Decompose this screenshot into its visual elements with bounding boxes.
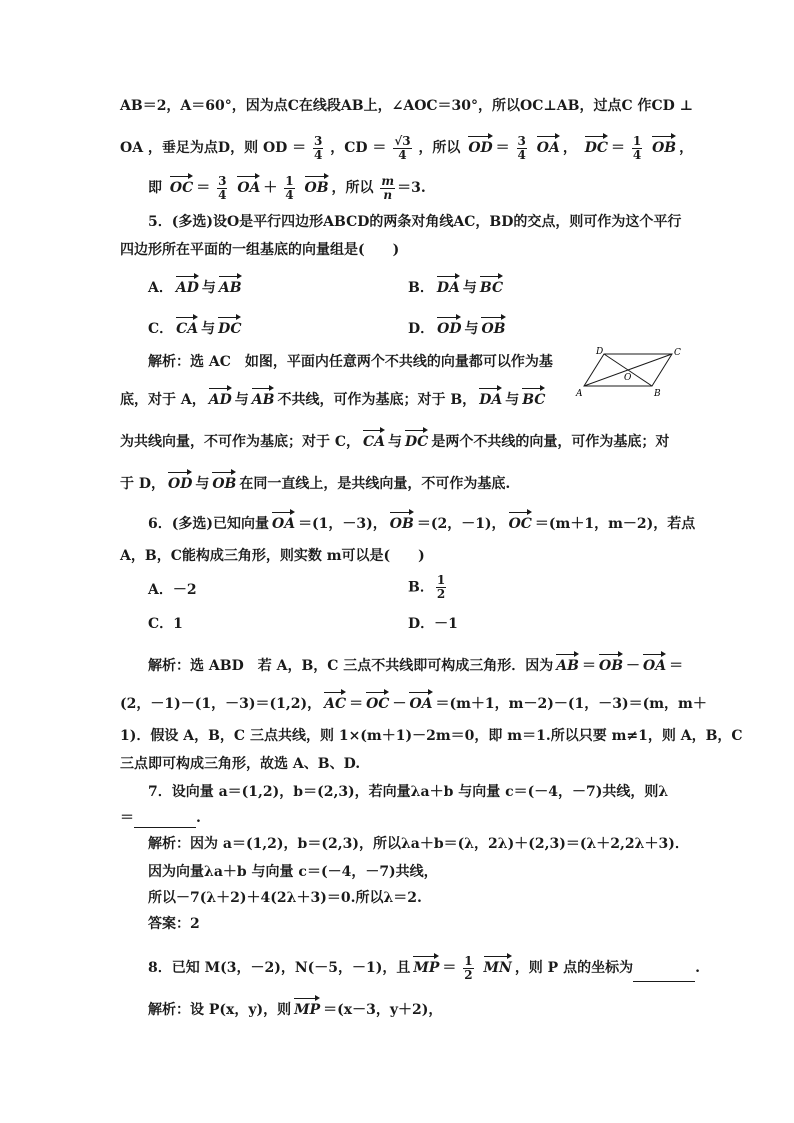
q6-option-a: A．－2 (148, 582, 197, 598)
text: ，所以 (418, 140, 461, 156)
q5-stem-1: 5．(多选)设O是平行四边形ABCD的两条对角线AC，BD的交点，则可作为这个平行 (148, 214, 682, 230)
vector-dc: DC (585, 134, 608, 158)
q5-option-b: B． DA 与 BC (408, 274, 506, 298)
vector-ob: OB (652, 134, 676, 158)
label-a: A (576, 389, 583, 399)
q5-solution-3: 为共线向量，不可作为基底；对于 C， CA 与 DC 是两个不共线的向量，可作为基底；对 (120, 428, 669, 452)
fraction: $\frac{3}{4}$ (517, 133, 526, 162)
text: ，CD ＝ (330, 140, 387, 156)
q5-option-a: A． AD 与 AB (148, 274, 245, 298)
q7-stem-2: ＝ . (120, 810, 201, 826)
q6-solution-3: 1)．假设 A，B，C 三点共线，则 1×(m＋1)－2m＝0，即 m＝1.所以只要 m≠1，则 A，B，C (120, 728, 743, 744)
answer-blank (633, 967, 695, 982)
q7-solution-3: 所以－7(λ＋2)＋4(2λ＋3)＝0.所以λ＝2. (148, 890, 422, 906)
intro-line-1 (120, 96, 693, 116)
label-d: D (596, 347, 604, 357)
fraction: $\frac{3}{4}$ (314, 133, 323, 162)
q7-solution-2: 因为向量λa＋b 与向量 c＝(－4，－7)共线， (148, 864, 438, 880)
q6-stem-2: A，B，C能构成三角形，则实数 m可以是( ) (120, 548, 425, 564)
q8-solution-1: 解析：设 P(x，y)，则 MP ＝(x－3，y＋2)， (148, 996, 442, 1020)
intro-line-3: 即 OC ＝ $\frac{3}{4}$ OA ＋ $\frac{1}{4}$ OB ，所以 $\frac{m}{n}$ ＝3. (148, 173, 426, 202)
fraction: $\frac{1}{4}$ (285, 173, 294, 202)
q7-answer: 答案：2 (148, 916, 200, 932)
vector-oa: OA (537, 134, 560, 158)
vector-ob: OB (305, 174, 329, 198)
vector-od: OD (468, 134, 492, 158)
text: AB＝2，A＝60°，因为点C在线段AB上，∠AOC＝30°，所以OC⊥AB，过点C 作CD ⊥ (120, 98, 694, 114)
intro-line-2: OA ，垂足为点D，则 OD ＝ $\frac{3}{4}$ ，CD ＝ $\frac{√3}{4}$ ，所以 OD ＝ $\frac{3}{4}$ OA ， DC ＝ $\frac{1}{4}$ OB ， (120, 133, 694, 162)
q5-solution-4: 于 D， OD 与 OB 在同一直线上，是共线向量，不可作为基底. (120, 470, 510, 494)
parallelogram-figure (574, 346, 686, 402)
text: OA ，垂足为点D，则 OD ＝ (120, 140, 307, 156)
q5-stem-2: 四边形所在平面的一组基底的向量组是( ) (120, 242, 400, 258)
fraction: $\frac{√3}{4}$ (394, 133, 411, 162)
q5-option-d: D． OD 与 OB (408, 315, 509, 339)
vector-oc: OC (170, 174, 193, 198)
q5-solution-2: 底，对于 A， AD 与 AB 不共线，可作为基底；对于 B， DA 与 BC (120, 386, 548, 410)
fraction: $\frac{1}{4}$ (632, 133, 642, 162)
q6-solution-4: 三点即可构成三角形，故选 A、B、D. (120, 756, 361, 772)
q5-solution-1: 解析：选 AC 如图，平面内任意两个不共线的向量都可以作为基 (148, 354, 553, 370)
vector-oa: OA (237, 174, 260, 198)
q7-stem-1: 7．设向量 a＝(1,2)，b＝(2,3)，若向量λa＋b 与向量 c＝(－4，－7)共线，则λ (148, 784, 669, 800)
q6-option-c: C．1 (148, 616, 183, 632)
fraction: $\frac{3}{4}$ (218, 173, 227, 202)
q6-option-b: B． $\frac{1}{2}$ (408, 573, 446, 601)
q7-solution-1: 解析：因为 a＝(1,2)，b＝(2,3)，所以λa＋b＝(λ，2λ)＋(2,3)＝(λ＋2,2λ＋3)． (148, 836, 689, 852)
label-b: B (654, 389, 661, 399)
answer-blank (134, 813, 196, 828)
q8-stem: 8．已知 M(3，－2)，N(－5，－1)，且 MP ＝ $\frac{1}{2}$ MN ，则 P 点的坐标为 . (148, 953, 700, 982)
fraction: $\frac{m}{n}$ (381, 173, 395, 202)
label-o: O (624, 373, 632, 383)
q6-stem-1: 6．(多选)已知向量 OA ＝(1，－3)， OB ＝(2，－1)， OC ＝(m＋1，m－2)，若点 (148, 510, 695, 534)
label-c: C (674, 348, 681, 358)
q6-solution-2: (2，－1)－(1，－3)＝(1,2)， AC ＝ OC － OA ＝(m＋1，m－2)－(1，－3)＝(m，m＋ (120, 690, 707, 714)
q5-option-c: C． CA 与 DC (148, 315, 244, 339)
q6-solution-1: 解析：选 ABD 若 A，B，C 三点不共线即可构成三角形．因为 AB ＝ OB － OA ＝ (148, 652, 683, 676)
q6-option-d: D．－1 (408, 616, 458, 632)
fraction: $\frac{1}{2}$ (464, 953, 473, 982)
